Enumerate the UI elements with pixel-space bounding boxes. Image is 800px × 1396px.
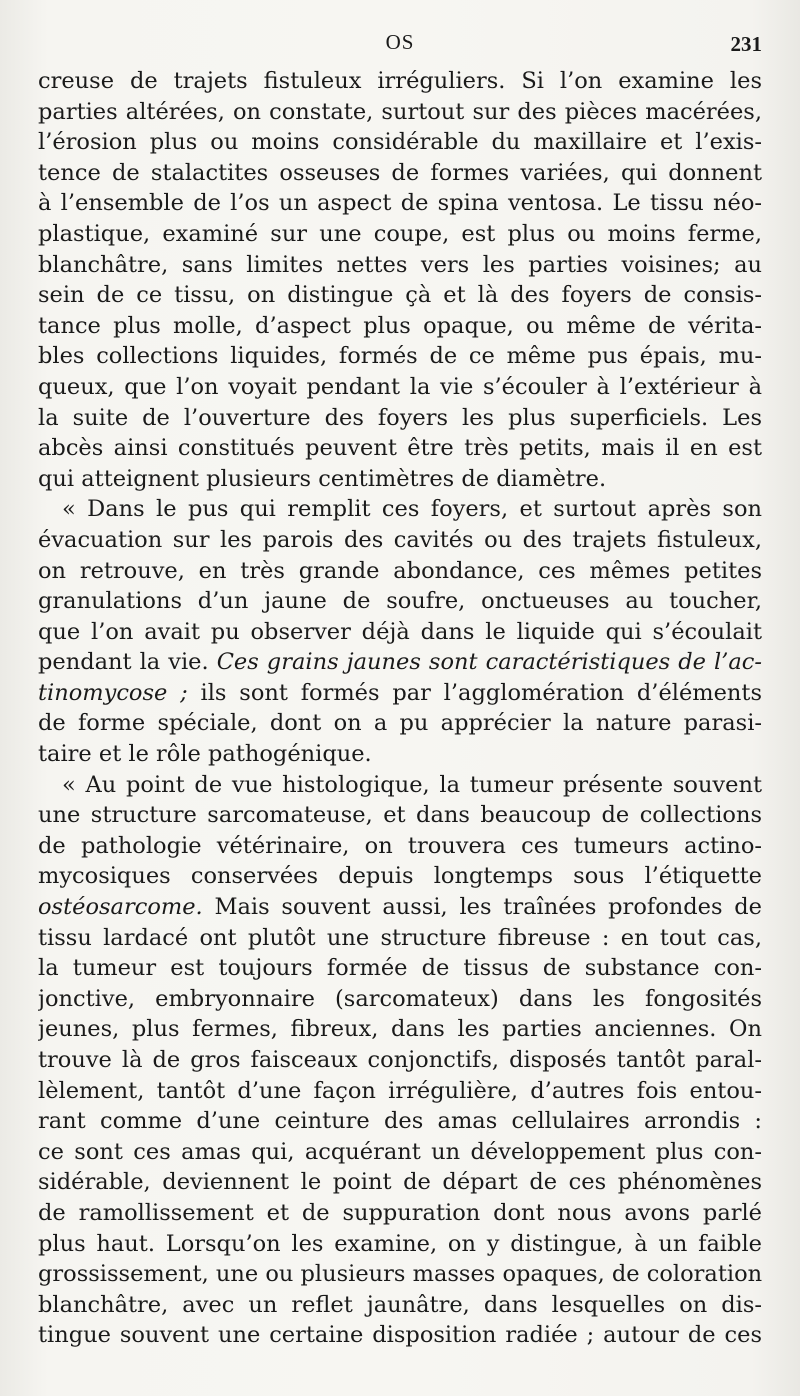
text-line-content: tence de stalactites osseuses de formes variées, qui donnent (38, 159, 762, 186)
text-line (38, 617, 762, 648)
text-line (38, 1198, 762, 1229)
text-line-content: ce sont ces amas qui, acquérant un développement plus con- (38, 1138, 762, 1165)
text-line-content: qui atteignent plusieurs centimètres de diamètre. (38, 465, 607, 492)
text-line (38, 1229, 762, 1260)
text-line (38, 1106, 762, 1137)
text-line-content: de ramollissement et de suppuration dont nous avons parlé (38, 1199, 762, 1226)
text-line (38, 861, 762, 892)
text-line-content: on retrouve, en très grande abondance, ces mêmes petites (38, 557, 762, 584)
text-line-content: la tumeur est toujours formée de tissus de substance con- (38, 955, 762, 982)
text-line (38, 464, 762, 495)
text-line-content: jonctive, embryonnaire (sarcomateux) dans les fongosités (38, 985, 762, 1012)
text-line-content: mycosiques conservées depuis longtemps sous l’étiquette (38, 863, 762, 890)
text-line-content: creuse de trajets fistuleux irréguliers. Si l’on examine les (38, 68, 762, 94)
text-line (38, 341, 762, 372)
text-line (38, 250, 762, 281)
text-line-content: « Dans le pus qui remplit ces foyers, et surtout après son (62, 496, 762, 523)
text-line (38, 1014, 762, 1045)
text-line (38, 800, 762, 831)
text-line-content: tingue souvent une certaine disposition radiée ; autour de ces (38, 1322, 762, 1349)
page-header (0, 30, 800, 60)
text-line-content: lèlement, tantôt d’une façon irrégulière, d’autres fois entou- (38, 1077, 762, 1104)
text-line (38, 1076, 762, 1107)
text-line (38, 1290, 762, 1321)
text-line-content: de forme spéciale, dont on a pu apprécier la nature parasi- (38, 710, 762, 737)
text-line (38, 1137, 762, 1168)
text-line (38, 311, 762, 342)
text-line (38, 280, 762, 311)
page-number: 231 (730, 32, 762, 56)
text-line (38, 1259, 762, 1290)
text-line-content: à l’ensemble de l’os un aspect de spina ventosa. Le tissu néo- (38, 190, 762, 217)
text-line (38, 678, 762, 709)
text-line-italic: Ces grains jaunes sont caractéristiques de l’ac- (216, 649, 762, 676)
text-line-content: trouve là de gros faisceaux conjonctifs, disposés tantôt paral- (38, 1047, 762, 1073)
text-line-content: plus haut. Lorsqu’on les examine, on y distingue, à un faible (38, 1230, 762, 1257)
text-line-content: blanchâtre, avec un reflet jaunâtre, dans lesquelles on dis- (38, 1291, 762, 1318)
text-line-content: jeunes, plus fermes, fibreux, dans les parties anciennes. On (38, 1016, 762, 1043)
text-line-content: pendant la vie. (38, 649, 209, 676)
text-line (38, 219, 762, 250)
text-line (38, 586, 762, 617)
text-line-content: tance plus molle, d’aspect plus opaque, ou même de vérita- (38, 312, 762, 339)
text-line-content: que l’on avait pu observer déjà dans le liquide qui s’écoulait (38, 618, 762, 645)
text-line (38, 892, 762, 923)
text-line (38, 525, 762, 556)
text-line-content: queux, que l’on voyait pendant la vie s’écouler à l’extérieur à (38, 373, 762, 400)
text-line-content: bles collections liquides, formés de ce même pus épais, mu- (38, 343, 762, 370)
text-line (38, 372, 762, 403)
text-line-content: taire et le rôle pathogénique. (38, 741, 372, 768)
text-line (38, 739, 762, 770)
text-line-content: grossissement, une ou plusieurs masses opaques, de coloration (38, 1261, 762, 1288)
text-line-content: évacuation sur les parois des cavités ou des trajets fistuleux, (38, 526, 762, 553)
text-line-content: Mais souvent aussi, les traînées profondes de (214, 894, 762, 921)
text-line (38, 923, 762, 954)
text-line (38, 158, 762, 189)
text-line-content: l’érosion plus ou moins considérable du maxillaire et l’exis- (38, 129, 762, 156)
text-line (38, 1320, 762, 1351)
text-line (38, 984, 762, 1015)
text-line-content: granulations d’un jaune de soufre, onctueuses au toucher, (38, 588, 762, 615)
text-line (38, 556, 762, 587)
text-line (38, 953, 762, 984)
text-line-content: « Au point de vue histologique, la tumeur présente souvent (62, 771, 762, 798)
text-line (38, 770, 762, 801)
text-line-italic: ostéosarcome. (38, 894, 203, 921)
text-line-content: tissu lardacé ont plutôt une structure fibreuse : en tout cas, (38, 924, 762, 951)
body-text (38, 66, 762, 1351)
text-line-content: rant comme d’une ceinture des amas cellulaires arrondis : (38, 1108, 762, 1135)
text-line-content: de pathologie vétérinaire, on trouvera ces tumeurs actino- (38, 832, 762, 859)
text-line-content: abcès ainsi constitués peuvent être très petits, mais il en est (38, 435, 762, 462)
text-line-content: ils sont formés par l’agglomération d’éléments (200, 679, 762, 706)
text-line (38, 647, 762, 678)
text-line-content: une structure sarcomateuse, et dans beaucoup de collections (38, 802, 762, 829)
text-line (38, 97, 762, 128)
text-line (38, 831, 762, 862)
text-line (38, 66, 762, 97)
text-line (38, 1167, 762, 1198)
text-line (38, 403, 762, 434)
text-line (38, 433, 762, 464)
text-line-content: plastique, examiné sur une coupe, est plus ou moins ferme, (38, 220, 762, 247)
text-line (38, 494, 762, 525)
text-line (38, 708, 762, 739)
text-line-content: sidérable, deviennent le point de départ de ces phénomènes (38, 1169, 762, 1196)
text-line (38, 188, 762, 219)
text-line-content: blanchâtre, sans limites nettes vers les parties voisines; au (38, 251, 762, 278)
running-head: OS (385, 30, 415, 54)
text-line-content: sein de ce tissu, on distingue çà et là des foyers de consis- (38, 282, 762, 309)
text-line (38, 127, 762, 158)
text-line-content: la suite de l’ouverture des foyers les plus superficiels. Les (38, 404, 762, 431)
text-line-content: parties altérées, on constate, surtout sur des pièces macérées, (38, 98, 762, 125)
text-line-italic: tinomycose ; (38, 679, 188, 706)
text-line (38, 1045, 762, 1076)
